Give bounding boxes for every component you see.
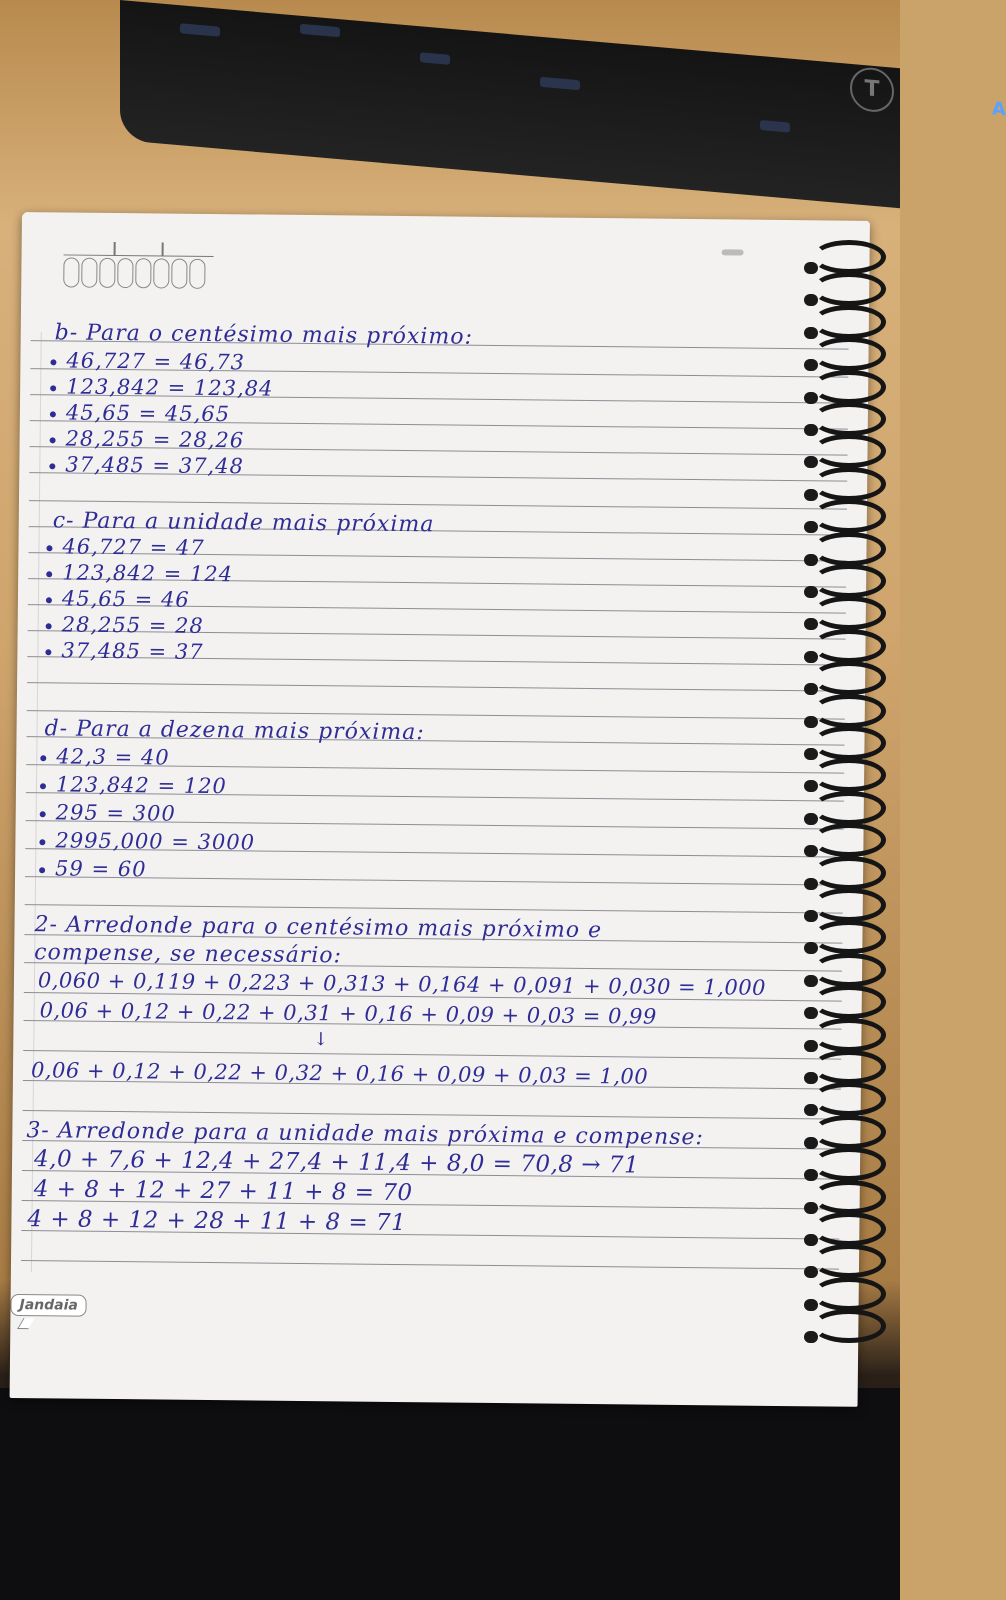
list-item: 28,255 = 28 bbox=[46, 612, 204, 638]
list-item: 45,65 = 45,65 bbox=[50, 400, 230, 426]
spiral-coil bbox=[812, 467, 886, 501]
question-3-heading: 3- Arredonde para a unidade mais próxima e compense: bbox=[26, 1118, 705, 1151]
binding-hole bbox=[804, 942, 818, 954]
spiral-coil bbox=[812, 596, 886, 630]
keyboard-letter: A bbox=[992, 98, 1006, 121]
keyboard-key bbox=[540, 77, 580, 90]
ruled-line bbox=[25, 904, 843, 914]
spiral-coil bbox=[812, 661, 886, 695]
list-item: 37,485 = 37,48 bbox=[49, 452, 244, 478]
spiral-coil bbox=[812, 888, 886, 922]
spiral-binding bbox=[812, 240, 892, 1350]
binding-hole bbox=[804, 878, 818, 890]
binding-hole bbox=[804, 1331, 818, 1343]
binding-hole bbox=[804, 586, 818, 598]
ruled-line bbox=[23, 1050, 841, 1060]
binding-hole bbox=[804, 975, 818, 987]
notebook-page bbox=[10, 212, 870, 1407]
binding-hole bbox=[804, 262, 818, 274]
binding-hole bbox=[804, 910, 818, 922]
list-item: 45,65 = 46 bbox=[46, 586, 190, 612]
binding-hole bbox=[804, 327, 818, 339]
ruled-line bbox=[29, 500, 847, 510]
spiral-coil bbox=[812, 434, 886, 468]
keyboard-key bbox=[180, 23, 220, 36]
binding-hole bbox=[804, 1072, 818, 1084]
binding-hole bbox=[804, 716, 818, 728]
spiral-coil bbox=[812, 370, 886, 404]
spiral-coil bbox=[812, 1050, 886, 1084]
spiral-coil bbox=[812, 532, 886, 566]
spiral-coil bbox=[812, 564, 886, 598]
list-item: 2995,000 = 3000 bbox=[39, 828, 255, 854]
section-c-heading: c- Para a unidade mais próxima bbox=[52, 508, 435, 538]
spiral-coil bbox=[812, 1212, 886, 1246]
dark-background bbox=[0, 1388, 900, 1600]
binding-hole bbox=[804, 1234, 818, 1246]
q2-equation-original: 0,060 + 0,119 + 0,223 + 0,313 + 0,164 + 0,091 + 0,030 = 1,000 bbox=[37, 968, 767, 1000]
spiral-coil bbox=[812, 1277, 886, 1311]
binding-hole bbox=[804, 1299, 818, 1311]
binding-hole bbox=[804, 359, 818, 371]
binding-hole bbox=[804, 1104, 818, 1116]
q2-equation-rounded: 0,06 + 0,12 + 0,22 + 0,31 + 0,16 + 0,09 + 0,03 = 0,99 bbox=[39, 998, 657, 1029]
spiral-coil bbox=[812, 272, 886, 306]
binding-hole bbox=[804, 424, 818, 436]
q2-equation-compensated: 0,06 + 0,12 + 0,22 + 0,32 + 0,16 + 0,09 + 0,03 = 1,00 bbox=[30, 1058, 649, 1089]
q3-equation-rounded: 4 + 8 + 12 + 27 + 11 + 8 = 70 bbox=[33, 1176, 413, 1207]
question-2-heading: 2- Arredonde para o centésimo mais próximo e bbox=[34, 912, 603, 944]
keyboard-key bbox=[420, 52, 450, 65]
spiral-coil bbox=[812, 758, 886, 792]
list-item: 28,255 = 28,26 bbox=[50, 426, 245, 452]
spiral-coil bbox=[812, 1180, 886, 1214]
list-item: 46,727 = 47 bbox=[46, 534, 204, 560]
jandaia-logo: Jandaia bbox=[10, 1294, 87, 1317]
binding-hole bbox=[804, 813, 818, 825]
binding-hole bbox=[804, 683, 818, 695]
spiral-coil bbox=[812, 694, 886, 728]
spiral-coil bbox=[812, 240, 886, 274]
list-item: 123,842 = 120 bbox=[40, 772, 227, 798]
date-field bbox=[63, 254, 213, 289]
binding-hole bbox=[804, 1266, 818, 1278]
spiral-coil bbox=[812, 1147, 886, 1181]
section-b-heading: b- Para o centésimo mais próximo: bbox=[54, 320, 474, 350]
binding-hole bbox=[804, 1040, 818, 1052]
question-2-heading-cont: compense, se necessário: bbox=[34, 940, 343, 969]
binding-hole bbox=[804, 780, 818, 792]
list-item: 295 = 300 bbox=[40, 800, 176, 825]
binding-hole bbox=[804, 651, 818, 663]
binding-hole bbox=[804, 845, 818, 857]
binding-hole bbox=[804, 392, 818, 404]
spiral-coil bbox=[812, 1309, 886, 1343]
binding-hole bbox=[804, 1007, 818, 1019]
date-digit-boxes bbox=[63, 257, 213, 289]
binding-hole bbox=[804, 554, 818, 566]
spiral-coil bbox=[812, 1115, 886, 1149]
binding-hole bbox=[804, 489, 818, 501]
binding-hole bbox=[804, 294, 818, 306]
keyboard-key bbox=[760, 120, 790, 133]
list-item: 42,3 = 40 bbox=[40, 744, 170, 769]
binding-hole bbox=[804, 1169, 818, 1181]
spiral-coil bbox=[812, 402, 886, 436]
q3-equation-original: 4,0 + 7,6 + 12,4 + 27,4 + 11,4 + 8,0 = 70,8 → 71 bbox=[33, 1146, 640, 1179]
binding-hole bbox=[804, 521, 818, 533]
ruled-line bbox=[23, 1110, 841, 1120]
ruled-line bbox=[25, 876, 843, 886]
binding-hole bbox=[804, 456, 818, 468]
spiral-coil bbox=[812, 305, 886, 339]
list-item: 37,485 = 37 bbox=[45, 638, 203, 664]
binding-hole bbox=[804, 1137, 818, 1149]
corner-mark bbox=[722, 249, 744, 255]
binding-hole bbox=[804, 1202, 818, 1214]
spiral-coil bbox=[812, 985, 886, 1019]
binding-hole bbox=[804, 618, 818, 630]
spiral-coil bbox=[812, 953, 886, 987]
spiral-coil bbox=[812, 1244, 886, 1278]
spiral-coil bbox=[812, 1082, 886, 1116]
spiral-coil bbox=[812, 337, 886, 371]
down-arrow-icon: ↓ bbox=[313, 1029, 329, 1051]
keyboard-logo-icon: T bbox=[850, 66, 894, 114]
date-line bbox=[64, 254, 214, 257]
binding-hole bbox=[804, 748, 818, 760]
spiral-coil bbox=[812, 629, 886, 663]
list-item: 59 = 60 bbox=[39, 856, 147, 881]
ruled-line bbox=[21, 1260, 839, 1270]
list-item: 123,842 = 123,84 bbox=[50, 374, 274, 400]
list-item: 46,727 = 46,73 bbox=[50, 348, 245, 374]
spiral-coil bbox=[812, 726, 886, 760]
spiral-coil bbox=[812, 823, 886, 857]
spiral-coil bbox=[812, 856, 886, 890]
section-d-heading: d- Para a dezena mais próxima: bbox=[44, 716, 425, 746]
keyboard-key bbox=[300, 24, 340, 37]
spiral-coil bbox=[812, 1018, 886, 1052]
spiral-coil bbox=[812, 499, 886, 533]
list-item: 123,842 = 124 bbox=[46, 560, 233, 586]
spiral-coil bbox=[812, 920, 886, 954]
logo-tail bbox=[17, 1318, 34, 1329]
spiral-coil bbox=[812, 791, 886, 825]
q3-equation-compensated: 4 + 8 + 12 + 28 + 11 + 8 = 71 bbox=[27, 1206, 407, 1237]
ruled-line bbox=[27, 682, 845, 692]
